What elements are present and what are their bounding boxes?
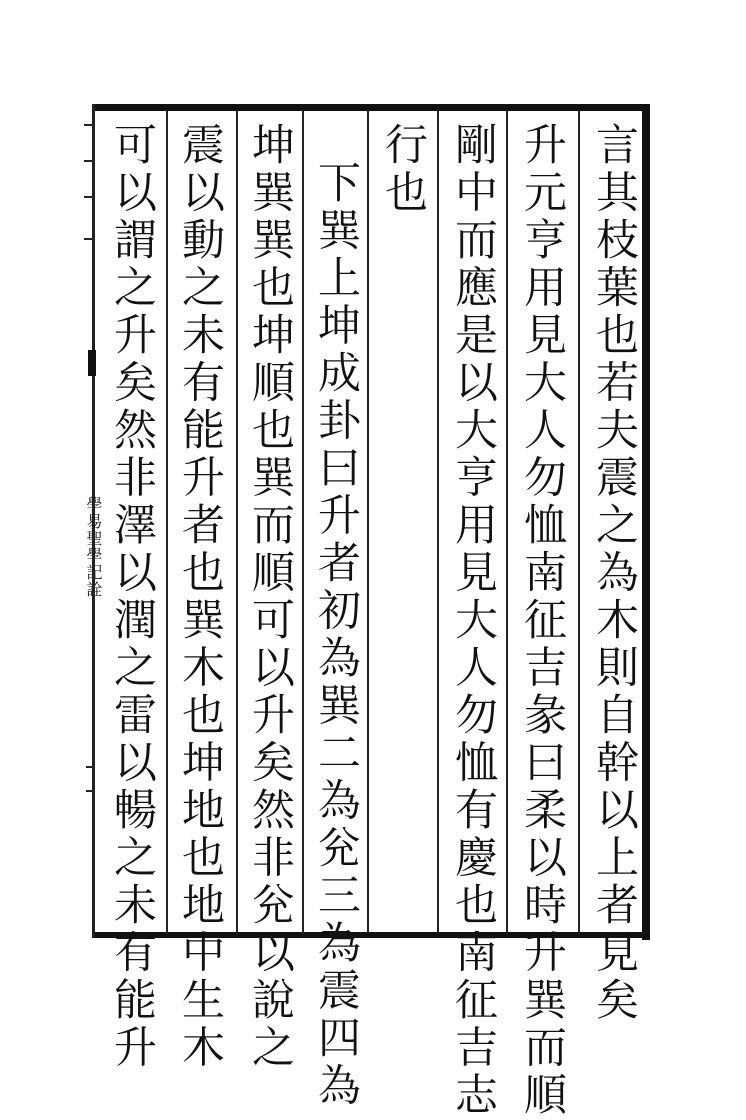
text-column-3: 剛中而應是以大亨用見大人勿恤有慶也南征吉志 — [448, 122, 498, 1120]
text-column-6: 坤巽巽也坤順也巽而順可以升矣然非兊以說之 — [245, 122, 295, 1072]
fold-tick — [84, 160, 94, 162]
text-column-1: 言其枝葉也若夫震之為木則自幹以上者見矣 — [589, 122, 639, 1025]
column-rule — [166, 110, 168, 934]
margin-title: 學易聖學記詮 — [84, 496, 103, 598]
fold-tick — [84, 238, 94, 240]
fold-tick — [84, 196, 94, 198]
column-rule — [302, 110, 304, 934]
text-column-2: 升元亨用見大人勿恤南征吉彖曰柔以時升巽而順 — [517, 122, 567, 1120]
fold-fishtail-mark — [88, 350, 96, 376]
text-column-4: 行也 — [378, 122, 428, 217]
fold-tick — [84, 124, 94, 126]
column-rule — [236, 110, 238, 934]
text-column-8: 可以謂之升矣然非澤以潤之雷以暢之未有能升 — [107, 122, 157, 1072]
fold-bracket-mark — [86, 766, 94, 792]
frame-top-border — [92, 104, 650, 111]
column-rule — [437, 110, 439, 934]
column-rule — [367, 110, 369, 934]
text-column-7: 震以動之未有能升者也巽木也坤地也地中生木 — [175, 122, 225, 1072]
column-rule — [506, 110, 508, 934]
column-rule — [578, 110, 580, 934]
frame-right-border — [642, 104, 650, 940]
text-column-5: 下巽上坤成卦曰升者初為巽二為兊三為震四為 — [311, 160, 361, 1110]
